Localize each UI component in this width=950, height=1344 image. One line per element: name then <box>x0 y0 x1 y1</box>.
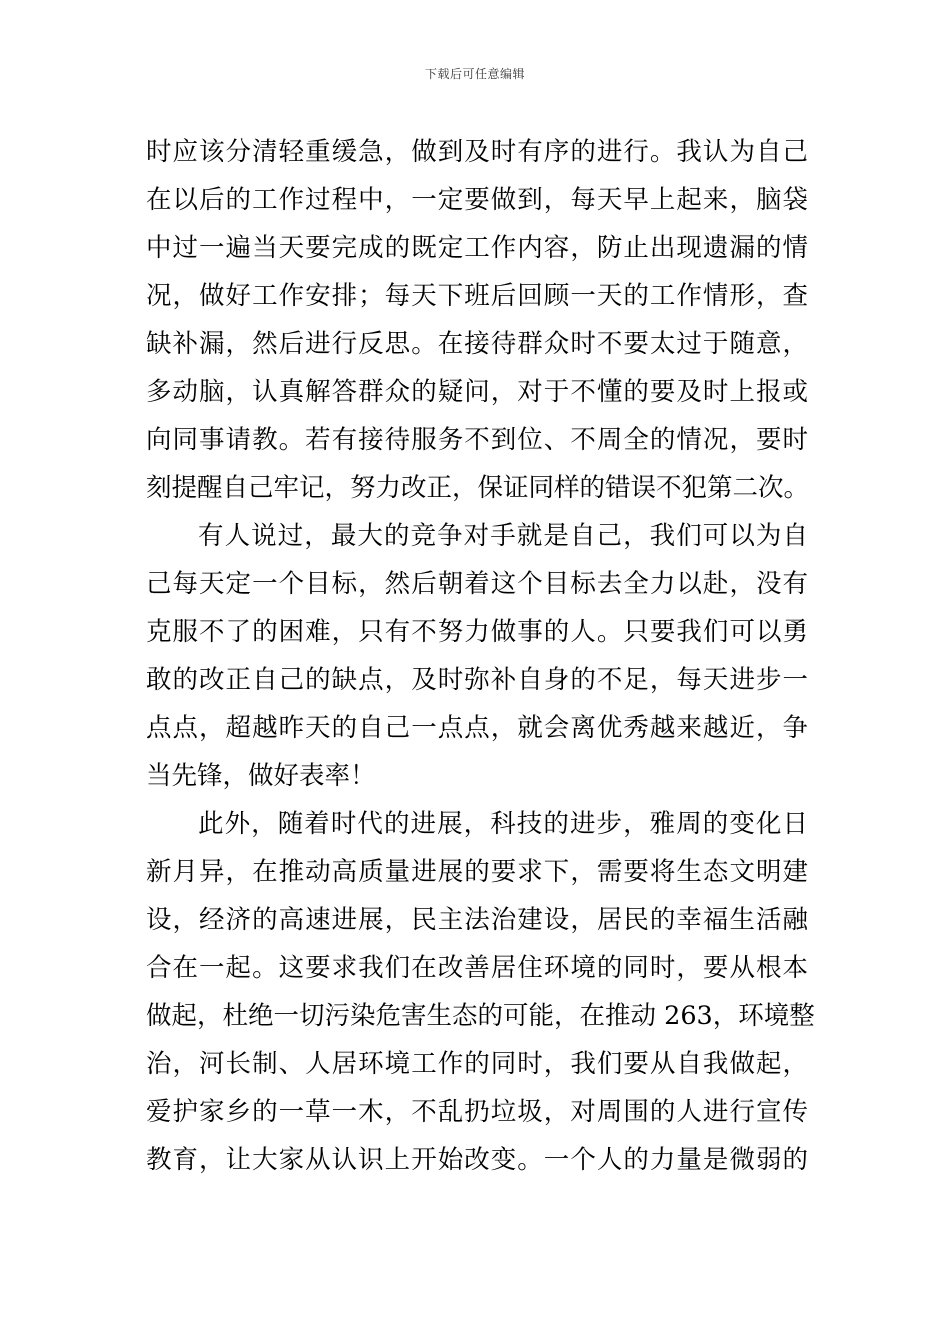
document-body <box>146 128 815 1184</box>
page-header: 下载后可任意编辑 <box>424 67 525 81</box>
text-line: 中过一遍当天要完成的既定工作内容，防止出现遗漏的情 <box>146 233 808 263</box>
text-line: 在以后的工作过程中，一定要做到，每天早上起来，脑袋 <box>146 185 808 215</box>
text-line: 刻提醒自己牢记，努力改正，保证同样的错误不犯第二次。 <box>146 473 810 503</box>
text-line: 爱护家乡的一草一木，不乱扔垃圾，对周围的人进行宣传 <box>146 1097 808 1127</box>
text-line: 设，经济的高速进展，民主法治建设，居民的幸福生活融 <box>146 905 808 935</box>
text-line: 多动脑，认真解答群众的疑问，对于不懂的要及时上报或 <box>146 377 808 407</box>
text-line: 敢的改正自己的缺点，及时弥补自身的不足，每天进步一 <box>146 665 808 695</box>
text-line: 做起，杜绝一切污染危害生态的可能，在推动 263，环境整 <box>146 1001 815 1031</box>
text-line: 合在一起。这要求我们在改善居住环境的同时，要从根本 <box>146 953 808 983</box>
text-line: 教育，让大家从认识上开始改变。一个人的力量是微弱的 <box>146 1145 808 1175</box>
text-line: 时应该分清轻重缓急，做到及时有序的进行。我认为自己 <box>146 137 808 167</box>
text-line: 克服不了的困难，只有不努力做事的人。只要我们可以勇 <box>146 617 808 647</box>
paragraph-3 <box>146 800 815 1184</box>
text-line: 况，做好工作安排；每天下班后回顾一天的工作情形，查 <box>146 281 808 311</box>
text-line: 有人说过，最大的竞争对手就是自己，我们可以为自 <box>198 521 808 551</box>
text-line: 向同事请教。若有接待服务不到位、不周全的情况，要时 <box>146 425 808 455</box>
paragraph-2 <box>146 512 808 800</box>
text-line: 治，河长制、人居环境工作的同时，我们要从自我做起， <box>146 1049 808 1079</box>
text-line: 己每天定一个目标，然后朝着这个目标去全力以赴，没有 <box>146 569 808 599</box>
text-line: 当先锋，做好表率！ <box>146 761 376 791</box>
text-line: 点点，超越昨天的自己一点点，就会离优秀越来越近，争 <box>146 713 808 743</box>
text-line: 缺补漏，然后进行反思。在接待群众时不要太过于随意， <box>146 329 808 359</box>
paragraph-1 <box>146 128 808 512</box>
text-line: 新月异，在推动高质量进展的要求下，需要将生态文明建 <box>146 857 808 887</box>
text-line: 此外，随着时代的进展，科技的进步，雅周的变化日 <box>198 809 808 839</box>
